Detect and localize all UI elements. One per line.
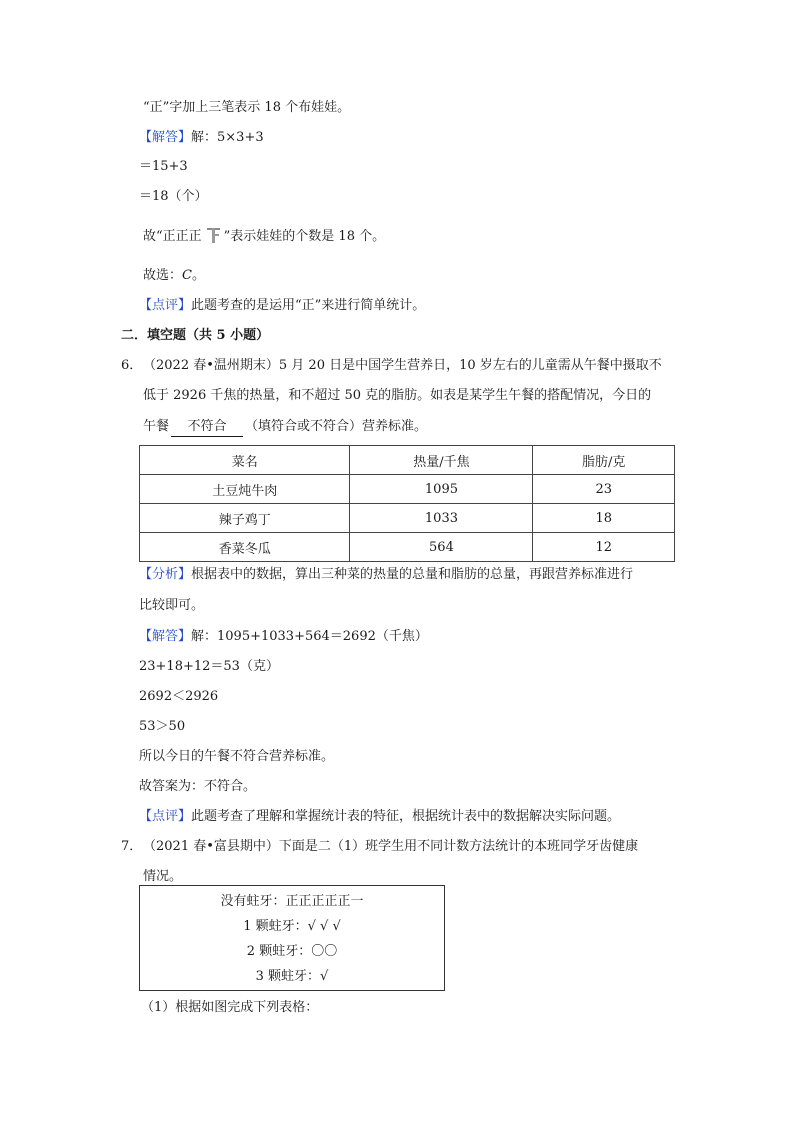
table-cell: 18 xyxy=(533,504,675,533)
table-row xyxy=(140,475,675,504)
q6-line1: （2022 春•温州期末）5 月 20 日是中国学生营养日，10 岁左右的儿童需从午餐中摄取不 xyxy=(143,358,662,373)
table-cell: 1095 xyxy=(350,475,533,504)
q6-line2: 低于 2926 千焦的热量，和不超过 50 克的脂肪。如表是某学生午餐的搭配情况，今日的 xyxy=(143,388,652,403)
q7-number: 7． xyxy=(121,839,143,854)
conclusion-part-a: 故“正正正 xyxy=(143,229,202,244)
comment-tag: 【点评】 xyxy=(139,809,192,824)
choice-prefix: 故选： xyxy=(143,268,183,283)
q6-answer xyxy=(139,628,428,646)
table-header-cell: 菜名 xyxy=(140,446,350,475)
q6-number: 6． xyxy=(121,358,143,373)
q6-line3 xyxy=(143,418,427,437)
table-header-cell: 热量/千焦 xyxy=(350,446,533,475)
answer-tag: 【解答】 xyxy=(139,629,192,644)
table-header-row xyxy=(140,446,675,475)
analysis-text: 根据表中的数据，算出三种菜的热量的总量和脂肪的总量，再跟营养标准进行 xyxy=(191,567,634,582)
comment-text: 此题考查的是运用“正”来进行简单统计。 xyxy=(191,298,426,313)
q5-conclusion xyxy=(143,227,385,246)
fill-blank-answer: 不符合 xyxy=(171,418,243,437)
table-cell: 1033 xyxy=(350,504,533,533)
table-cell: 香菜冬瓜 xyxy=(140,533,350,562)
table-row xyxy=(140,504,675,533)
q7-sub1: （1）根据如图完成下列表格： xyxy=(141,1000,319,1015)
q6-step5: 故答案为：不符合。 xyxy=(139,779,257,794)
answer-tag: 【解答】 xyxy=(139,130,192,145)
answer-text: 解：5×3+3 xyxy=(191,130,264,145)
line3-suffix: （填符合或不符合）营养标准。 xyxy=(245,419,428,434)
analysis-tag: 【分析】 xyxy=(139,567,192,582)
q6-analysis xyxy=(139,566,633,584)
q5-step1: ＝15+3 xyxy=(139,159,188,174)
table-cell: 土豆炖牛肉 xyxy=(140,475,350,504)
q5-answer xyxy=(139,129,264,147)
q6-step1: 23+18+12＝53（克） xyxy=(139,659,279,674)
table-header-cell: 脂肪/克 xyxy=(533,446,675,475)
tally-row: 2 颗蛀牙：〇〇 xyxy=(246,944,338,959)
q5-step2: ＝18（个） xyxy=(139,189,208,204)
q7-line1: （2021 春•富县期中）下面是二（1）班学生用不同计数方法统计的本班同学牙齿健康 xyxy=(143,839,639,854)
q6-step3: 53＞50 xyxy=(139,719,186,734)
q6-analysis-line2: 比较即可。 xyxy=(139,598,205,613)
partial-zheng-glyph-icon xyxy=(205,227,221,243)
conclusion-part-b: ”表示娃娃的个数是 18 个。 xyxy=(223,229,386,244)
table-cell: 23 xyxy=(533,475,675,504)
line3-prefix: 午餐 xyxy=(143,419,170,434)
tally-row: 没有蛀牙：正正正正正一 xyxy=(220,894,364,909)
q5-choice xyxy=(143,267,205,285)
table-cell: 564 xyxy=(350,533,533,562)
tally-box xyxy=(139,885,445,991)
q5-comment xyxy=(139,297,425,315)
choice-letter: C xyxy=(182,268,192,283)
tally-row: 1 颗蛀牙：√ √ √ xyxy=(243,919,341,934)
q5-intro: “正”字加上三笔表示 18 个布娃娃。 xyxy=(143,100,351,115)
table-cell: 12 xyxy=(533,533,675,562)
q6-step2: 2692＜2926 xyxy=(139,689,219,704)
q6-comment xyxy=(139,808,620,826)
answer-text: 解：1095+1033+564＝2692（千焦） xyxy=(191,629,428,644)
q7-line2: 情况。 xyxy=(143,869,183,884)
choice-suffix: 。 xyxy=(191,268,205,283)
table-row xyxy=(140,533,675,562)
comment-text: 此题考查了理解和掌握统计表的特征，根据统计表中的数据解决实际问题。 xyxy=(191,809,621,824)
section-title: 二．填空题（共 5 小题） xyxy=(121,328,270,343)
table-cell: 辣子鸡丁 xyxy=(140,504,350,533)
nutrition-table xyxy=(139,445,675,562)
q6-step4: 所以今日的午餐不符合营养标准。 xyxy=(139,749,335,764)
comment-tag: 【点评】 xyxy=(139,298,192,313)
tally-row: 3 颗蛀牙：√ xyxy=(255,969,329,984)
